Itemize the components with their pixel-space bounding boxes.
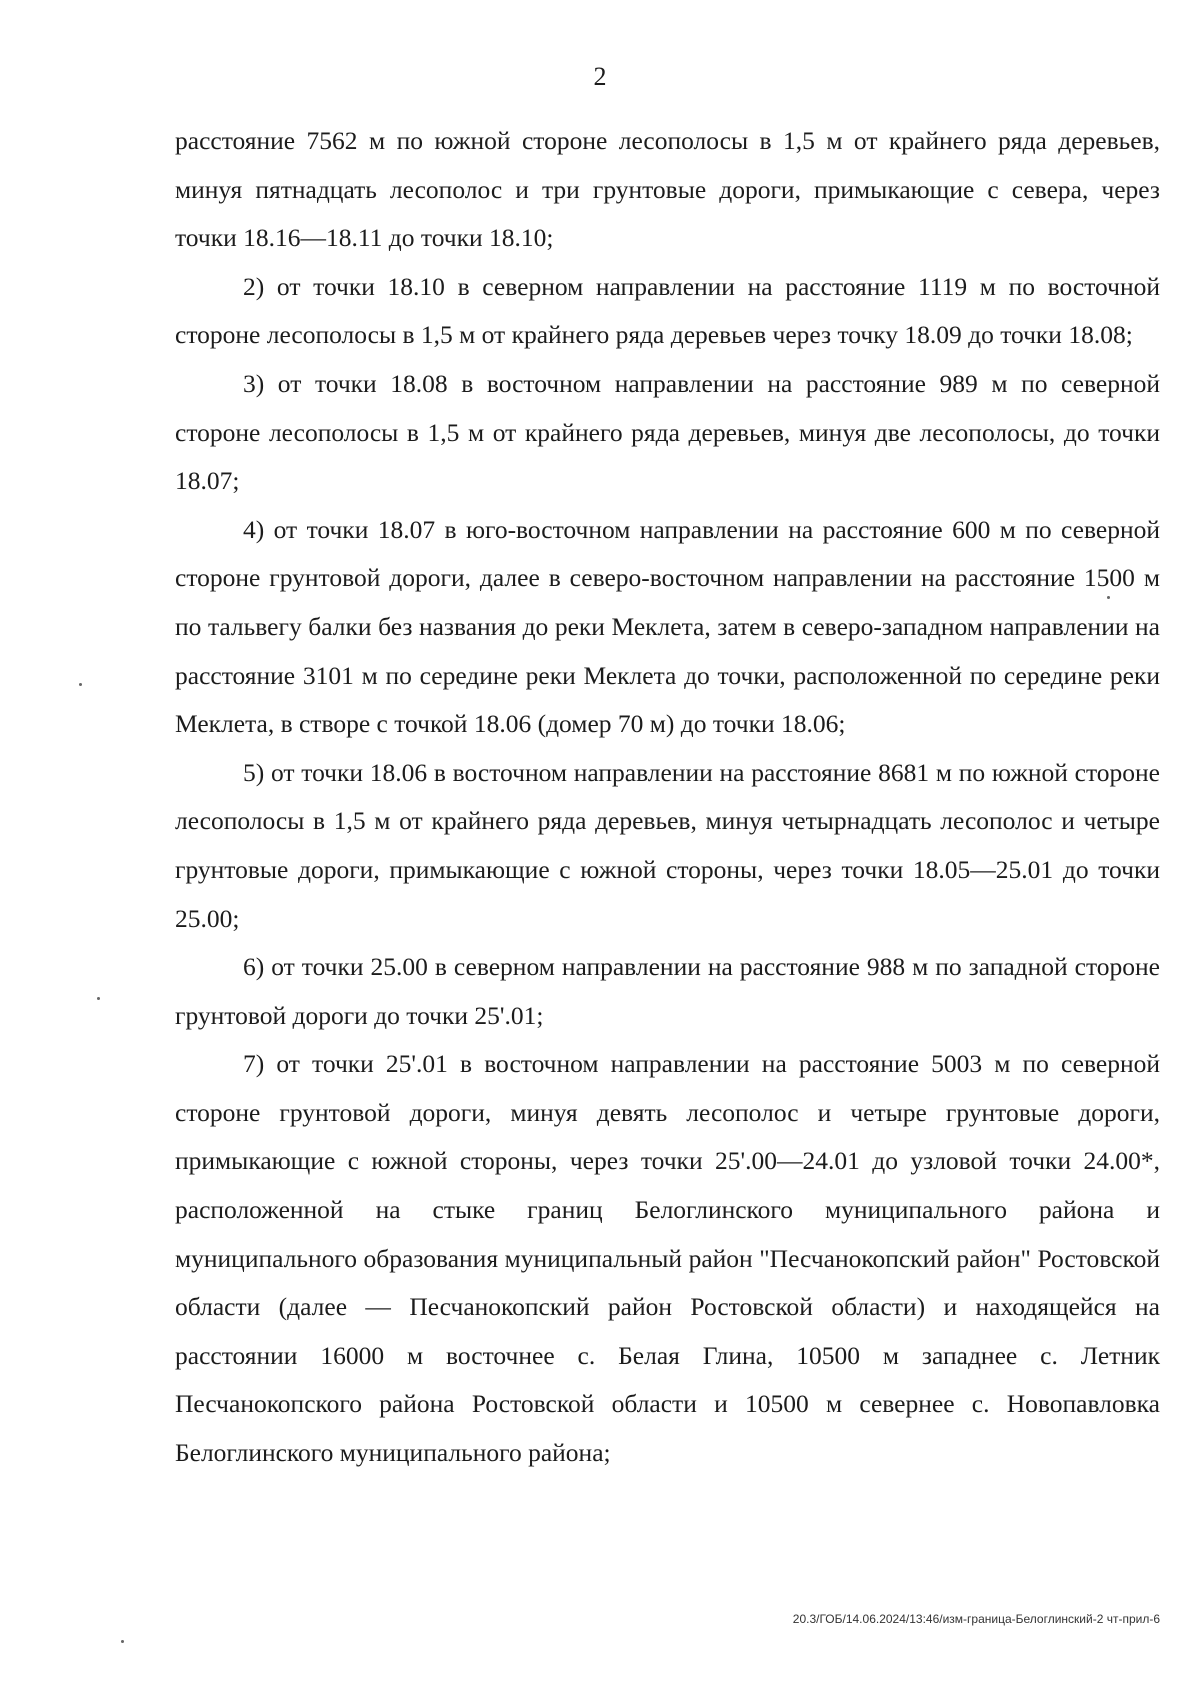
paragraph-item-2: 2) от точки 18.10 в северном направлении на расстояние 1119 м по восточной стороне лесополосы в 1,5 м от крайнего ряда деревьев через точку 18.09 до точки 18.08; (175, 271, 1160, 350)
paragraph-item-6: 6) от точки 25.00 в северном направлении на расстояние 988 м по западной стороне грунтовой дороги до точки 25'.01; (175, 952, 1160, 1030)
page-number: 2 (593, 62, 607, 91)
scan-speck (121, 1640, 124, 1643)
document-footer-reference: 20.3/ГОБ/14.06.2024/13:46/изм-граница-Белоглинский-2 чт-прил-6 (792, 1612, 1160, 1626)
scan-speck (79, 683, 82, 686)
paragraph-item-3: 3) от точки 18.08 в восточном направлении на расстояние 989 м по северной стороне лесополосы в 1,5 м от крайнего ряда деревьев, минуя две лесополосы, до точки 18.07; (175, 368, 1160, 496)
scan-speck (1107, 596, 1110, 599)
document-body (175, 117, 1160, 1478)
scan-speck (97, 997, 100, 1000)
paragraph-item-5: 5) от точки 18.06 в восточном направлении на расстояние 8681 м по южной стороне лесополосы в 1,5 м от крайнего ряда деревьев, минуя четырнадцать лесополос и четыре грунтовые дороги, примыкающие с южной стороны, через точки 18.05—25.01 до точки 25.00; (175, 757, 1160, 933)
paragraph-item-4: 4) от точки 18.07 в юго-восточном направлении на расстояние 600 м по северной стороне грунтовой дороги, далее в северо-восточном направлении на расстояние 1500 м по тальвегу балки без названия до реки Меклета, затем в северо-западном направлении на расстояние 3101 м по середине реки Меклета до точки, расположенной по середине реки Меклета, в створе с точкой 18.06 (домер 70 м) до точки 18.06; (175, 514, 1160, 739)
paragraph-continuation: расстояние 7562 м по южной стороне лесополосы в 1,5 м от крайнего ряда деревьев, минуя пятнадцать лесополос и три грунтовые дороги, примыкающие с севера, через точки 18.16—18.11 до точки 18.10; (175, 126, 1160, 253)
paragraph-item-7: 7) от точки 25'.01 в восточном направлении на расстояние 5003 м по северной стороне грунтовой дороги, минуя девять лесополос и четыре грунтовые дороги, примыкающие с южной стороны, через точки 25'.00—24.01 до узловой точки 24.00*, расположенной на стыке границ Белоглинского муниципального района и муниципального образования муниципальный район "Песчанокопский район" Ростовской области (далее — Песчанокопский район Ростовской области) и находящейся на расстоянии 16000 м восточнее с. Белая Глина, 10500 м западнее с. Летник Песчанокопского района Ростовской области и 10500 м севернее с. Новопавловка Белоглинского муниципального района; (175, 1049, 1160, 1468)
